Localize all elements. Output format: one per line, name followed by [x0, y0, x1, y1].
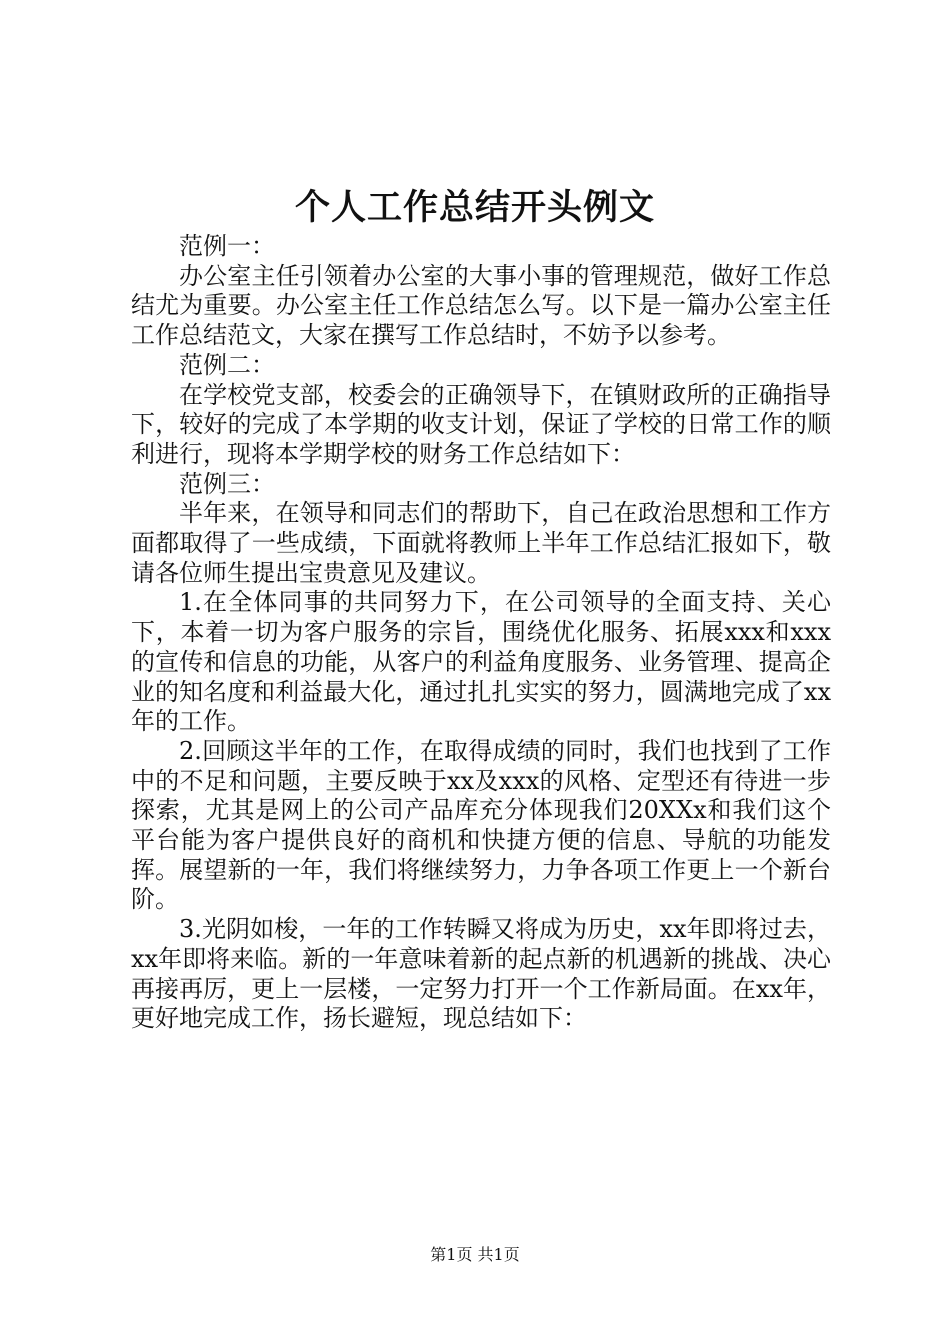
paragraph-example-3-body: 半年来，在领导和同志们的帮助下，自己在政治思想和工作方面都取得了一些成绩，下面就将教师上半年工作总结汇报如下，敬请各位师生提出宝贵意见及建议。: [131, 499, 831, 587]
paragraph-example-2-label: 范例二：: [179, 350, 275, 379]
paragraph-example-2-body: 在学校党支部，校委会的正确领导下，在镇财政所的正确指导下，较好的完成了本学期的收支计划，保证了学校的日常工作的顺利进行，现将本学期学校的财务工作总结如下：: [131, 380, 831, 468]
paragraph-example-1-label: 范例一：: [179, 232, 275, 260]
paragraph-example-1-body: 办公室主任引领着办公室的大事小事的管理规范，做好工作总结尤为重要。办公室主任工作总结怎么写。以下是一篇办公室主任工作总结范文，大家在撰写工作总结时，不妨予以参考。: [131, 261, 831, 350]
paragraph-item-1: 1.在全体同事的共同努力下，在公司领导的全面支持、关心下，本着一切为客户服务的宗旨，围绕优化服务、拓展xxx和xxx的宣传和信息的功能，从客户的利益角度服务、业务管理、提高企业的知名度和利益最大化，通过扎扎实实的努力，圆满地完成了xx年的工作。: [131, 588, 831, 736]
paragraph-item-2: 2.回顾这半年的工作，在取得成绩的同时，我们也找到了工作中的不足和问题，主要反映于xx及xxx的风格、定型还有待进一步探索，尤其是网上的公司产品库充分体现我们20XXx和我们这个平台能为客户提供良好的商机和快捷方便的信息、导航的功能发挥。展望新的一年，我们将继续努力，力争各项工作更上一个新台阶。: [131, 736, 831, 914]
document-title: 个人工作总结开头例文: [294, 187, 655, 228]
paragraph-example-3-label: 范例三：: [179, 469, 275, 498]
paragraph-item-3: 3.光阴如梭，一年的工作转瞬又将成为历史，xx年即将过去，xx年即将来临。新的一年意味着新的起点新的机遇新的挑战、决心再接再厉，更上一层楼，一定努力打开一个工作新局面。在xx年，更好地完成工作，扬长避短，现总结如下：: [131, 915, 831, 1033]
page-footer: 第1页 共1页: [430, 1245, 520, 1264]
document-body: [131, 232, 831, 1034]
